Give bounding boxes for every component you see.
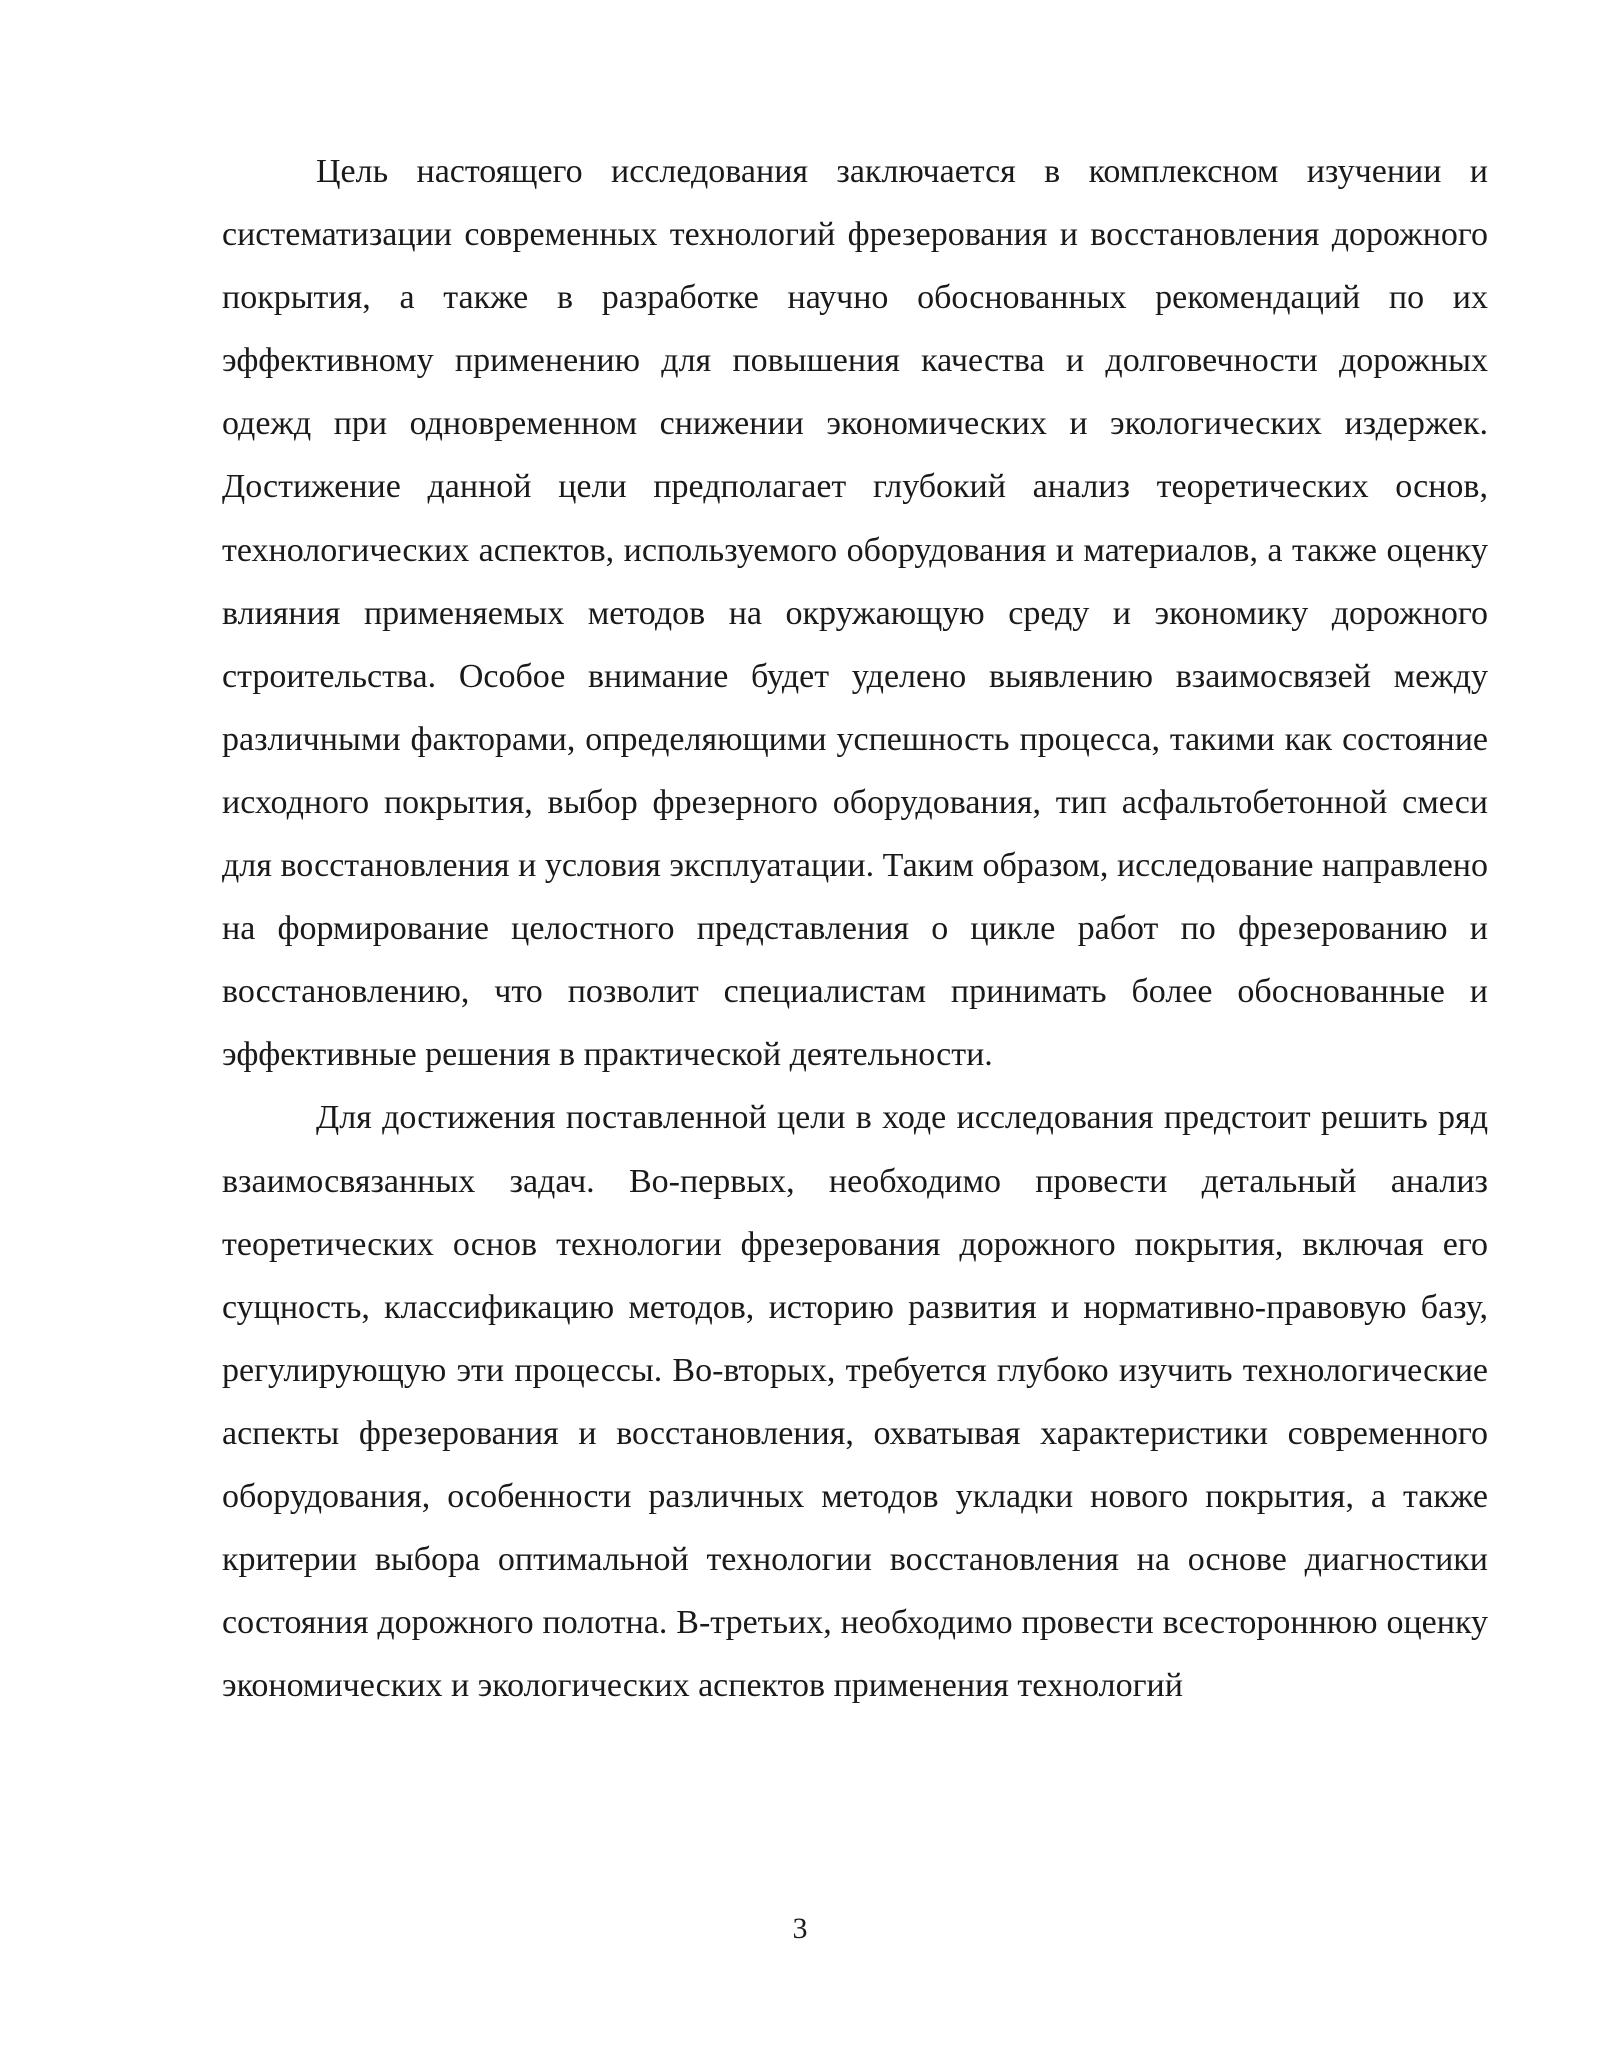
page-number: 3 bbox=[792, 1912, 808, 1945]
document-body bbox=[222, 140, 1488, 1717]
paragraph-research-goal: Цель настоящего исследования заключается в комплексном изучении и систематизации современных технологий фрезерования и восстановления дорожного покрытия, а также в разработке научно обоснованных рекомендаций по их эффективному применению для повышения качества и долговечности дорожных одежд при одновременном снижении экономических и экологических издержек. Достижение данной цели предполагает глубокий анализ теоретических основ, технологических аспектов, используемого оборудования и материалов, а также оценку влияния применяемых методов на окружающую среду и экономику дорожного строительства. Особое внимание будет уделено выявлению взаимосвязей между различными факторами, определяющими успешность процесса, такими как состояние исходного покрытия, выбор фрезерного оборудования, тип асфальтобетонной смеси для восстановления и условия эксплуатации. Таким образом, исследование направлено на формирование целостного представления о цикле работ по фрезерованию и восстановлению, что позволит специалистам принимать более обоснованные и эффективные решения в практической деятельности. bbox=[222, 153, 1488, 1074]
paragraph-research-tasks: Для достижения поставленной цели в ходе исследования предстоит решить ряд взаимосвязанных задач. Во-первых, необходимо провести детальный анализ теоретических основ технологии фрезерования дорожного покрытия, включая его сущность, классификацию методов, историю развития и нормативно-правовую базу, регулирующую эти процессы. Во-вторых, требуется глубоко изучить технологические аспекты фрезерования и восстановления, охватывая характеристики современного оборудования, особенности различных методов укладки нового покрытия, а также критерии выбора оптимальной технологии восстановления на основе диагностики состояния дорожного полотна. В-третьих, необходимо провести всестороннюю оценку экономических и экологических аспектов применения технологий bbox=[222, 1099, 1488, 1705]
